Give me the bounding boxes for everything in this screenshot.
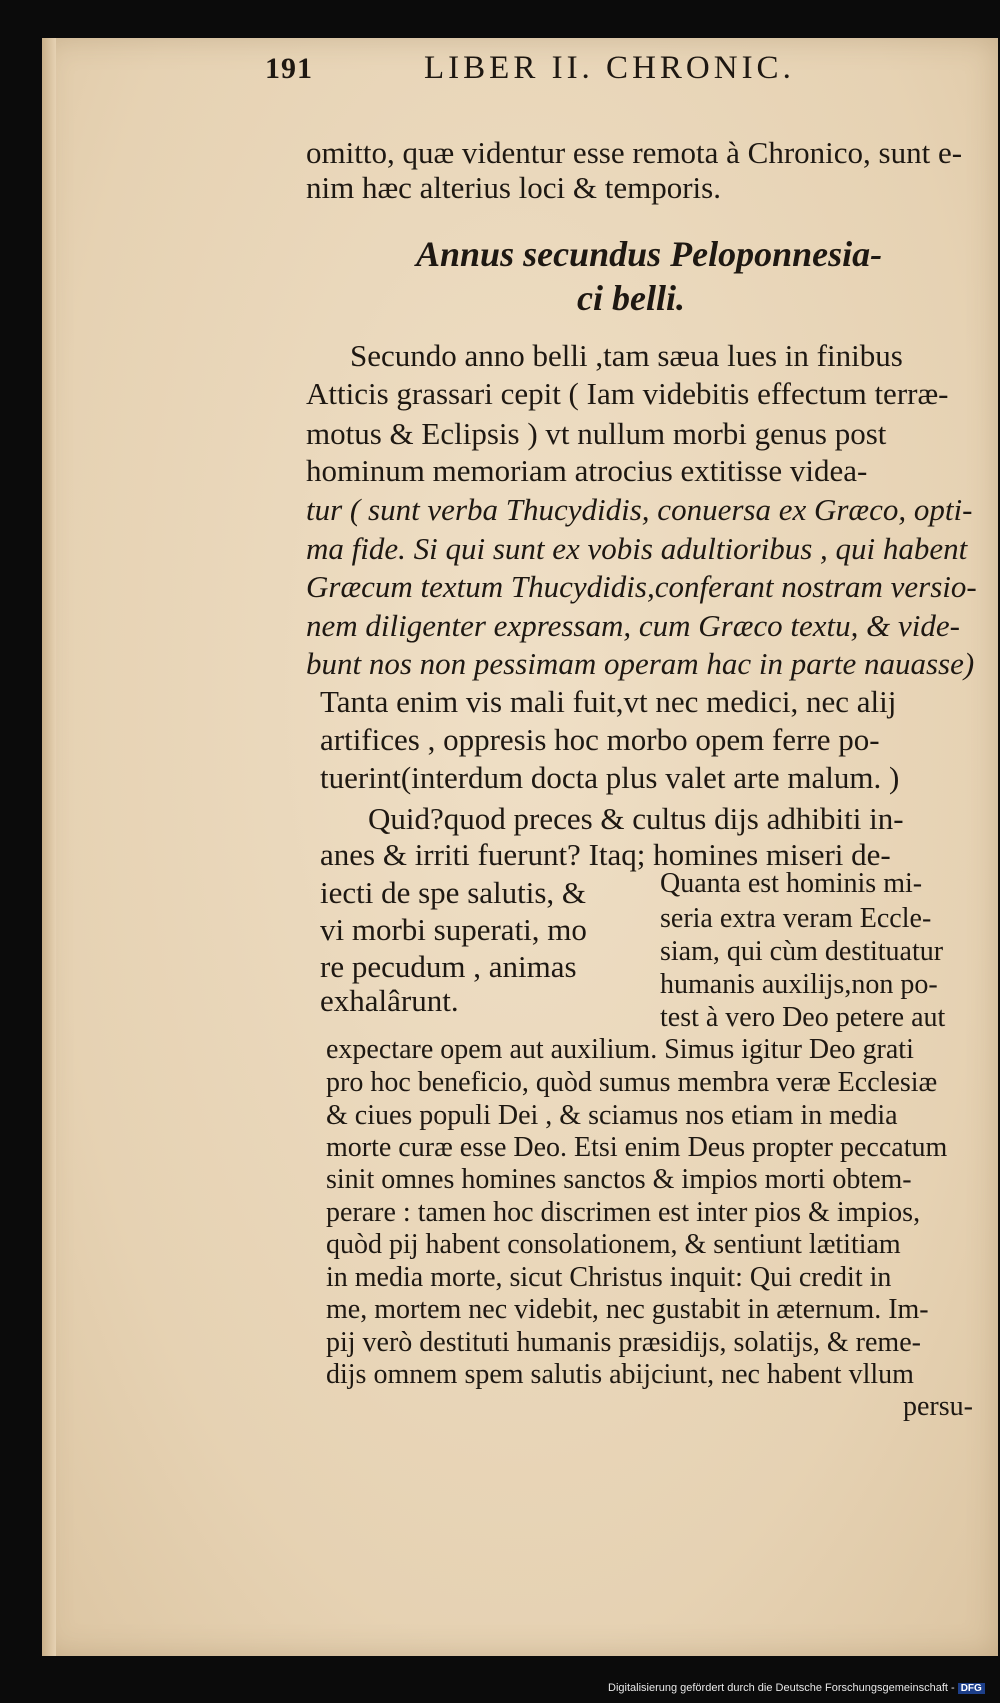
- margin-note-line: Quanta est hominis mi-: [660, 868, 923, 899]
- text-line: quòd pij habent consolationem, & sentiunt lætitiam: [326, 1229, 901, 1260]
- text-line: ma fide. Si qui sunt ex vobis adultioribus , qui habent: [306, 531, 968, 566]
- section-heading: ci belli.: [577, 278, 685, 318]
- text-line: motus & Eclipsis ) vt nullum morbi genus post: [306, 416, 887, 451]
- text-line: expectare opem aut auxilium. Simus igitur Deo grati: [326, 1034, 914, 1065]
- section-heading: Annus secundus Peloponnesia-: [416, 234, 883, 274]
- text-line: pro hoc beneficio, quòd sumus membra veræ Ecclesiæ: [326, 1067, 938, 1098]
- text-line: anes & irriti fuerunt? Itaq; homines miseri de-: [320, 837, 891, 872]
- text-line: Atticis grassari cepit ( Iam videbitis effectum terræ-: [306, 376, 949, 411]
- margin-note-line: seria extra veram Eccle-: [660, 903, 932, 934]
- text-line: iecti de spe salutis, &: [320, 875, 587, 910]
- running-head: LIBER II. CHRONIC.: [424, 50, 795, 86]
- text-line: vi morbi superati, mo: [320, 912, 587, 947]
- text-line: Secundo anno belli ,tam sæua lues in finibus: [350, 338, 903, 373]
- text-line: artifices , oppresis hoc morbo opem ferre po-: [320, 722, 880, 757]
- text-line: exhalârunt.: [320, 983, 459, 1018]
- text-line: dijs omnem spem salutis abijciunt, nec habent vllum: [326, 1359, 914, 1390]
- text-line: omitto, quæ videntur esse remota à Chronico, sunt e-: [306, 135, 963, 170]
- text-line: sinit omnes homines sanctos & impios morti obtem-: [326, 1164, 912, 1195]
- text-line: & ciues populi Dei , & sciamus nos etiam in media: [326, 1100, 898, 1131]
- dfg-logo: DFG: [958, 1683, 985, 1694]
- text-line: me, mortem nec videbit, nec gustabit in æternum. Im-: [326, 1294, 929, 1325]
- text-line: Tanta enim vis mali fuit,vt nec medici, nec alij: [320, 684, 897, 719]
- footer-credit: [608, 1682, 985, 1694]
- text-line: tur ( sunt verba Thucydidis, conuersa ex Græco, opti-: [306, 492, 973, 527]
- page-edge: [42, 38, 56, 1656]
- text-line: Græcum textum Thucydidis,conferant nostram versio-: [306, 569, 977, 604]
- text-line: in media morte, sicut Christus inquit: Qui credit in: [326, 1262, 892, 1293]
- footer-text: Digitalisierung gefördert durch die Deutsche Forschungsgemeinschaft -: [608, 1682, 955, 1694]
- text-line: tuerint(interdum docta plus valet arte malum. ): [320, 760, 900, 795]
- text-line: re pecudum , animas: [320, 949, 577, 984]
- margin-note-line: humanis auxilijs,non po-: [660, 969, 938, 1000]
- text-line: nem diligenter expressam, cum Græco textu, & vide-: [306, 608, 960, 643]
- text-line: perare : tamen hoc discrimen est inter pios & impios,: [326, 1197, 921, 1228]
- text-line: hominum memoriam atrocius extitisse videa-: [306, 453, 868, 488]
- margin-note-line: test à vero Deo petere aut: [660, 1002, 946, 1033]
- text-line: Quid?quod preces & cultus dijs adhibiti in-: [368, 801, 904, 836]
- text-line: bunt nos non pessimam operam hac in parte nauasse): [306, 646, 975, 681]
- catchword: persu-: [903, 1391, 973, 1422]
- margin-note-line: siam, qui cùm destituatur: [660, 936, 944, 967]
- text-line: pij verò destituti humanis præsidijs, solatijs, & reme-: [326, 1327, 921, 1358]
- page-number: 191: [265, 52, 313, 85]
- text-line: morte curæ esse Deo. Etsi enim Deus propter peccatum: [326, 1132, 948, 1163]
- text-line: nim hæc alterius loci & temporis.: [306, 170, 721, 205]
